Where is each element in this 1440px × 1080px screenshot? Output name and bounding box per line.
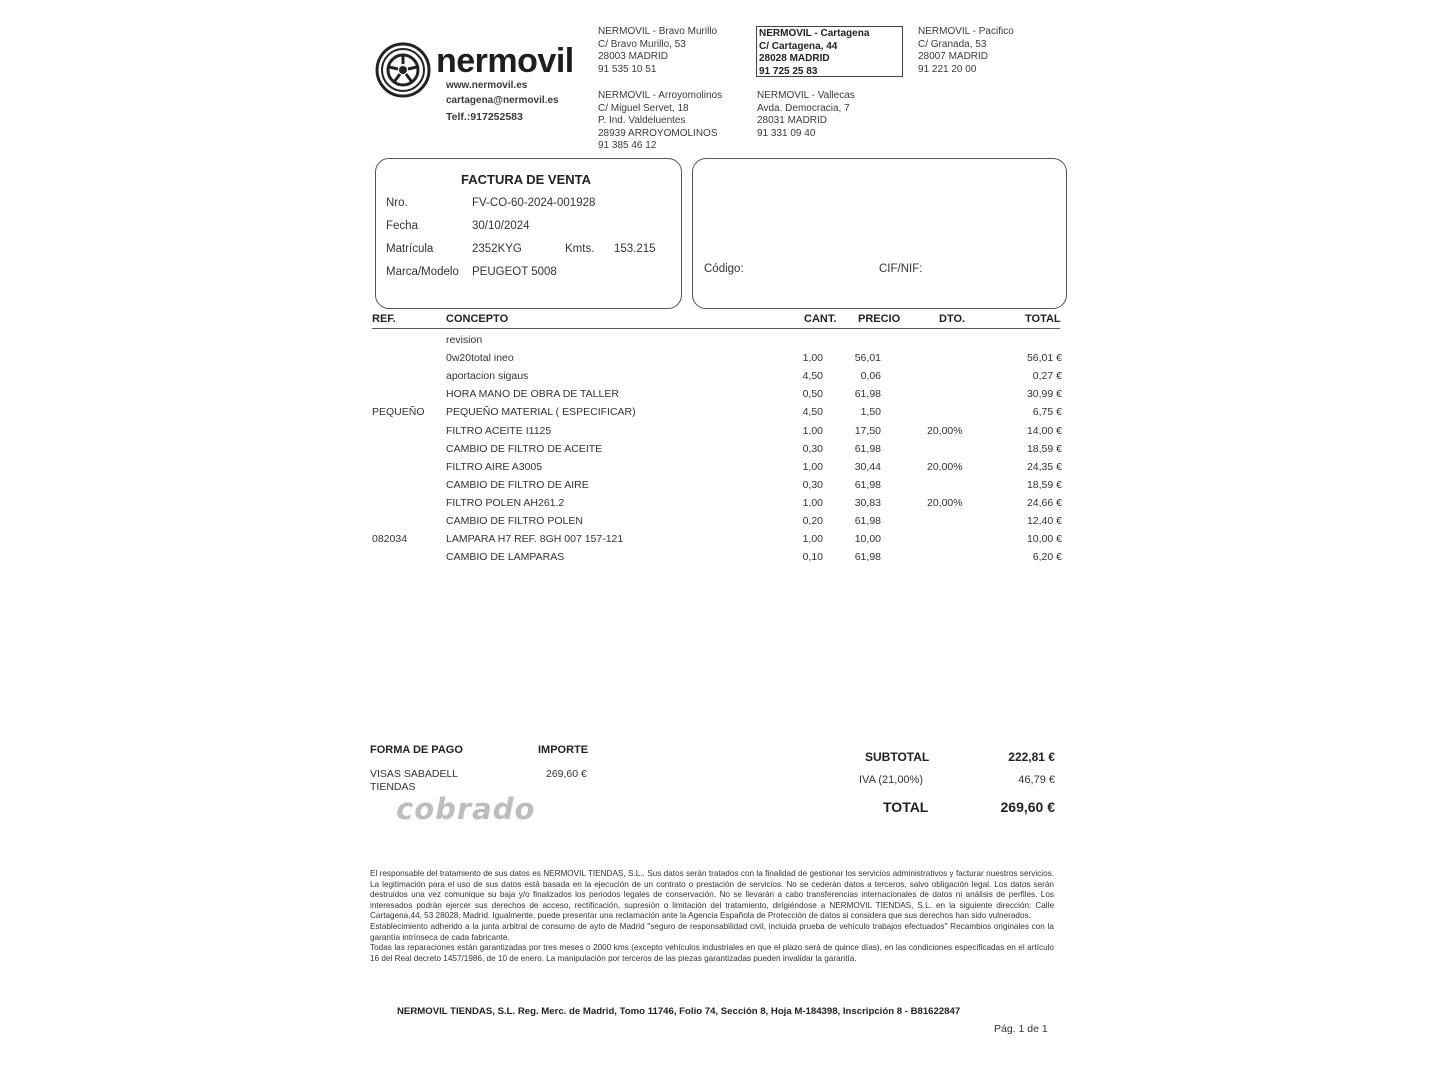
cell-dto: 20,00% [927, 460, 963, 473]
cell-cant: 1,00 [802, 352, 823, 365]
cell-concepto: HORA MANO DE OBRA DE TALLER [446, 388, 619, 401]
header-precio: PRECIO [858, 313, 901, 325]
header-cant: CANT. [804, 313, 837, 325]
cell-precio: 56,01 [854, 352, 881, 365]
cell-concepto: PEQUEÑO MATERIAL ( ESPECIFICAR) [446, 406, 636, 419]
paid-stamp: cobrado [396, 792, 536, 826]
table-row [372, 497, 1072, 515]
invoice-marca-label: Marca/Modelo [386, 266, 459, 278]
header-concepto: CONCEPTO [446, 313, 509, 325]
table-row [372, 551, 1072, 569]
store-pacifico: NERMOVIL - Pacifico C/ Granada, 53 28007 MADRID 91 221 20 00 [918, 26, 1014, 75]
store-cartagena: NERMOVIL - Cartagena C/ Cartagena, 44 28028 MADRID 91 725 25 83 [756, 26, 903, 77]
subtotal-label: SUBTOTAL [865, 750, 930, 764]
cell-precio: 61,98 [854, 388, 881, 401]
store-arroyomolinos: NERMOVIL - Arroyomolinos C/ Miguel Servet, 18 P. Ind. Valdeluentes 28939 ARROYOMOLINOS 91 385 46 12 [598, 90, 723, 151]
cell-concepto: CAMBIO DE FILTRO DE ACEITE [446, 442, 603, 455]
cell-dto: 20,00% [927, 496, 963, 509]
table-row [372, 515, 1072, 533]
header-total: TOTAL [1025, 313, 1061, 325]
cell-total: 6,75 € [1032, 406, 1062, 419]
cell-total: 0,27 € [1032, 370, 1062, 383]
cell-cant: 1,00 [802, 533, 823, 546]
cell-precio: 61,98 [854, 551, 881, 564]
cell-ref: 082034 [372, 533, 408, 546]
cell-cant: 0,10 [802, 551, 823, 564]
cell-total: 24,35 € [1026, 460, 1062, 473]
invoice-matricula: 2352KYG [472, 243, 522, 255]
cell-ref: PEQUEÑO [372, 406, 425, 419]
legal-privacy: El responsable del tratamiento de sus datos es NERMOVIL TIENDAS, S.L.. Sus datos serán tratados con la finalidad de gestionar los servicios administrativos y facturar nuestros servicios. La legitimación para el uso de sus datos está basada en la ejecución de un contrato o prestación de servicios. No se cederán datos a terceros, salvo obligación legal. Los datos serán destruidos una vez comunique su baja y/o finalizados los periodos legales de conservación. No se llevarán a cabo transferencias internacionales de datos ni análisis de perfiles. Los interesados podrán ejercer sus derechos de acceso, rectificación, supresión o limitación del tratamiento, dirigiéndose a NERMOVIL TIENDAS, S.L. en la siguiente dirección: Calle Cartagena,44, 53 28028, Madrid. Igualmente, puede presentar una reclamación ante la Agencia Española de Protección de datos si considera que sus derechos han sido vulnerados. [370, 869, 1054, 921]
cell-cant: 0,30 [802, 442, 823, 455]
cell-cant: 1,00 [802, 460, 823, 473]
payment-method-line1: VISAS SABADELL [370, 768, 459, 780]
cell-concepto: FILTRO ACEITE I1125 [446, 424, 552, 437]
invoice-nro-label: Nro. [386, 197, 408, 209]
cell-concepto: revision [446, 334, 483, 346]
table-row [372, 406, 1072, 424]
cell-total: 18,59 € [1026, 442, 1062, 455]
cell-precio: 61,98 [854, 515, 881, 527]
registry-text: NERMOVIL TIENDAS, S.L. Reg. Merc. de Madrid, Tomo 11746, Folio 74, Sección 8, Hoja M-184398, Inscripción 8 - B81622847 [397, 1006, 961, 1017]
lines-table [372, 312, 1072, 572]
invoice-fecha: 30/10/2024 [472, 220, 530, 232]
cell-concepto: LAMPARA H7 REF. 8GH 007 157-121 [446, 533, 624, 546]
table-row [372, 370, 1072, 388]
cell-cant: 1,00 [802, 424, 823, 437]
legal-warranty: Todas las reparaciones están garantizadas por tres meses o 2000 kms (excepto vehículos industriales en que el plazo será de quince días), en las condiciones especificadas en el artículo 16 del Real decreto 1457/1986, de 10 de enero. La manipulación por terceros de las piezas garantizadas pueden invalidar la garantía. [370, 943, 1054, 963]
cell-precio: 30,44 [854, 460, 881, 473]
header-ref: REF. [372, 313, 396, 325]
company-web: www.nermovil.es [446, 80, 528, 91]
client-codigo-label: Código: [704, 263, 744, 275]
table-row [372, 461, 1072, 479]
payment-forma-label: FORMA DE PAGO [370, 744, 463, 756]
invoice-kms-label: Kmts. [565, 243, 595, 255]
company-logo [375, 42, 431, 98]
totals-block [850, 748, 1060, 824]
cell-precio: 61,98 [854, 442, 881, 455]
cell-concepto: 0w20total ineo [446, 352, 514, 365]
cell-total: 30,99 € [1026, 388, 1062, 401]
table-header-rule [372, 328, 1060, 329]
invoice-fecha-label: Fecha [386, 220, 418, 232]
table-row [372, 352, 1072, 370]
payment-method-line2: TIENDAS [370, 780, 416, 793]
invoice-kms: 153.215 [614, 243, 656, 255]
cell-total: 10,00 € [1026, 533, 1062, 546]
brand-name: nermovil [436, 42, 574, 80]
table-row [372, 443, 1072, 461]
cell-precio: 17,50 [854, 424, 881, 437]
cell-cant: 4,50 [802, 370, 823, 383]
client-info-panel [692, 158, 1067, 309]
table-row [372, 425, 1072, 443]
store-vallecas: NERMOVIL - Vallecas Avda. Democracia, 7 28031 MADRID 91 331 09 40 [757, 90, 855, 139]
cell-precio: 10,00 [854, 533, 881, 546]
tire-logo-icon [375, 42, 431, 98]
legal-arbitration: Establecimiento adherido a la junta arbitral de consumo de ayto de Madrid "seguro de responsabilidad civil, incluida prueba de vehículo trabajos efectuados" Recambios originales con la garantía intrínseca de cada fabricante. [370, 921, 1054, 942]
cell-total: 56,01 € [1026, 352, 1062, 365]
cell-precio: 30,83 [854, 496, 881, 509]
invoice-marca: PEUGEOT 5008 [472, 266, 557, 278]
legal-text [370, 869, 1054, 964]
store-bravo-murillo: NERMOVIL - Bravo Murillo C/ Bravo Murillo, 53 28003 MADRID 91 535 10 51 [598, 26, 718, 75]
client-cif-label: CIF/NIF: [879, 263, 923, 275]
cell-concepto: CAMBIO DE FILTRO DE AIRE [446, 478, 589, 491]
subtotal-value: 222,81 € [1008, 750, 1055, 764]
total-value: 269,60 € [1000, 799, 1055, 815]
cell-precio: 61,98 [854, 478, 881, 491]
total-label: TOTAL [883, 799, 929, 815]
company-phone: Telf.:917252583 [446, 111, 523, 123]
cell-concepto: FILTRO AIRE A3005 [446, 460, 543, 473]
cell-precio: 0,06 [860, 370, 881, 383]
cell-cant: 4,50 [802, 406, 823, 419]
page-number: Pág. 1 de 1 [994, 1023, 1048, 1035]
cell-concepto: aportacion sigaus [446, 370, 529, 383]
iva-value: 46,79 € [1018, 774, 1055, 786]
company-email: cartagena@nermovil.es [446, 95, 559, 106]
header-dto: DTO. [939, 313, 966, 325]
cell-total: 6,20 € [1032, 551, 1062, 564]
invoice-title: FACTURA DE VENTA [461, 172, 591, 187]
cell-total: 18,59 € [1026, 478, 1062, 491]
cell-concepto: FILTRO POLEN AH261.2 [446, 496, 565, 509]
cell-total: 24,66 € [1026, 496, 1062, 509]
cell-cant: 1,00 [802, 496, 823, 509]
cell-cant: 0,20 [802, 515, 823, 527]
cell-cant: 0,50 [802, 388, 823, 401]
table-row [372, 388, 1072, 406]
invoice-info-panel [375, 158, 682, 309]
cell-dto: 20,00% [927, 424, 963, 437]
iva-label: IVA (21,00%) [859, 774, 923, 786]
payment-method [370, 768, 458, 793]
invoice-nro: FV-CO-60-2024-001928 [472, 197, 596, 209]
invoice-matricula-label: Matrícula [386, 243, 434, 255]
table-row [372, 479, 1072, 497]
table-row [372, 334, 1072, 352]
cell-concepto: CAMBIO DE FILTRO POLEN [446, 515, 583, 527]
payment-amount: 269,60 € [546, 768, 587, 780]
cell-total: 12,40 € [1026, 515, 1062, 527]
table-row [372, 533, 1072, 551]
cell-cant: 0,30 [802, 478, 823, 491]
payment-importe-label: IMPORTE [538, 744, 589, 756]
cell-concepto: CAMBIO DE LAMPARAS [446, 551, 565, 564]
cell-total: 14,00 € [1026, 424, 1062, 437]
cell-precio: 1,50 [860, 406, 881, 419]
